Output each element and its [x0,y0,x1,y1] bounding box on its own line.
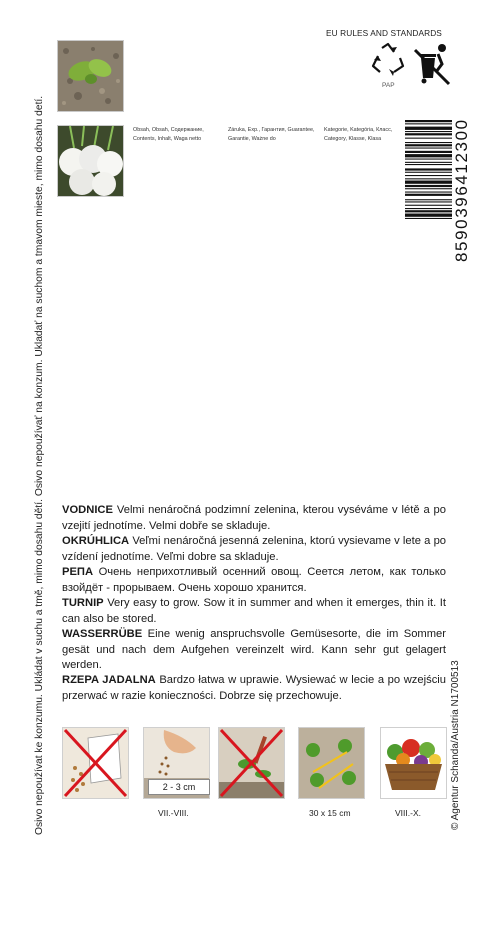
barcode-bar [405,144,452,146]
barcode-number: 8590396412300 [452,118,471,262]
description-wasserrube [62,627,446,674]
variety-text: Eine wenig anspruchsvolle Gemüsesorte, die im Sommer gesät und nach dem Aufgehen vereinzelt wird. Kann sehr gut gelagert werden. [62,628,447,672]
spacing-label: 30 x 15 cm [309,808,351,818]
barcode-bar [405,168,452,170]
barcode-bar [405,123,452,124]
plant-spacing-icon [298,727,365,799]
description-turnip [62,596,446,627]
barcode-bar [405,199,452,200]
info-category: Kategorie, Kategória, Класс, Category, Klasse, Klasa [324,127,393,142]
barcode-bar [405,208,452,209]
variety-text: Veľmi nenáročná jesenná zelenina, ktorú vysievame v lete a po vzídení jednotíme. Veľmi dobre sa skladuje. [62,535,447,563]
no-transplant-icon [218,727,285,799]
variety-text: Очень неприхотливый осенний овощ. Сеется летом, как только взойдёт - прорываем. Очень хорошо хранится. [62,566,447,594]
barcode-bar [405,192,452,193]
eu-rules-title: EU RULES AND STANDARDS [326,28,442,38]
barcode-bar [405,172,452,173]
description-rzepa [62,673,446,704]
barcode-bar [405,218,452,219]
barcode-bar [405,201,452,202]
seedling-photo [57,40,124,112]
barcode-bar [405,162,452,163]
description-okruhlica [62,534,446,565]
variety-name: OKRÚHLICA [62,535,130,547]
barcode-bar [405,127,452,130]
barcode-bar [405,214,452,217]
variety-name: WASSERRÜBE [62,628,143,640]
barcode-bar [405,185,452,187]
barcode-bar [405,175,452,176]
description-repa [62,565,446,596]
barcode-bar [405,205,452,206]
barcode-bar [405,138,452,139]
variety-name: RZEPA JADALNA [62,674,156,686]
pap-label: PAP [382,82,395,89]
description-vodnice [62,503,446,534]
barcode-bar [405,142,452,143]
barcode-bar [405,178,452,179]
barcode-bar [405,194,452,196]
barcode-bar [405,151,452,153]
harvest-period: VIII.-X. [395,808,421,818]
storage-warning-text: Osivo nepoužívat ke konzumu. Ukládat v suchu a tmě, mimo dosahu dětí. Osivo nepoužívať na konzum. Ukladať na suchom a tmavom mieste, mimo dosahu detí. [34,95,45,835]
info-expiry: Záruka, Exp., Гарантия, Guarantee, Garantie, Ważne do [228,127,315,142]
variety-text: Very easy to grow. Sow it in summer and when it emerges, thin it. It can also be stored. [62,597,446,625]
no-indoor-sowing-icon [62,727,129,799]
turnip-photo [57,125,124,197]
sowing-depth-label: 2 - 3 cm [148,779,210,795]
variety-text: Velmi nenáročná podzimní zelenina, kterou vyséváme v létě a po vzejití jednotíme. Velmi dobře se skladuje. [62,504,446,532]
variety-name: TURNIP [62,597,104,609]
barcode-bar [405,120,452,122]
variety-text: Bardzo łatwa w uprawie. Wysiewać w lecie a po wzejściu przerwać w razie konieczności. Dobrze się przechowuje. [62,674,447,702]
info-contents: Obsah, Obsah, Содержание, Contents, Inhalt, Waga netto [133,127,204,142]
barcode [405,120,452,260]
barcode-bar [405,133,452,135]
barcode-bar [405,188,452,189]
barcode-bar [405,154,452,157]
copyright-text: © Agentur Schanda/Austria N1700513 [450,660,461,830]
variety-name: РЕПА [62,566,94,578]
trash-bin-icon [412,42,452,86]
recycle-icon [370,42,406,80]
variety-name: VODNICE [62,504,113,516]
barcode-bar [405,159,452,160]
barcode-bar [405,181,452,184]
barcode-bar [405,164,452,165]
barcode-bar [405,148,452,149]
barcode-bar [405,210,452,212]
sowing-period: VII.-VIII. [158,808,189,818]
harvest-basket-icon [380,727,447,799]
barcode-bar [405,131,452,132]
